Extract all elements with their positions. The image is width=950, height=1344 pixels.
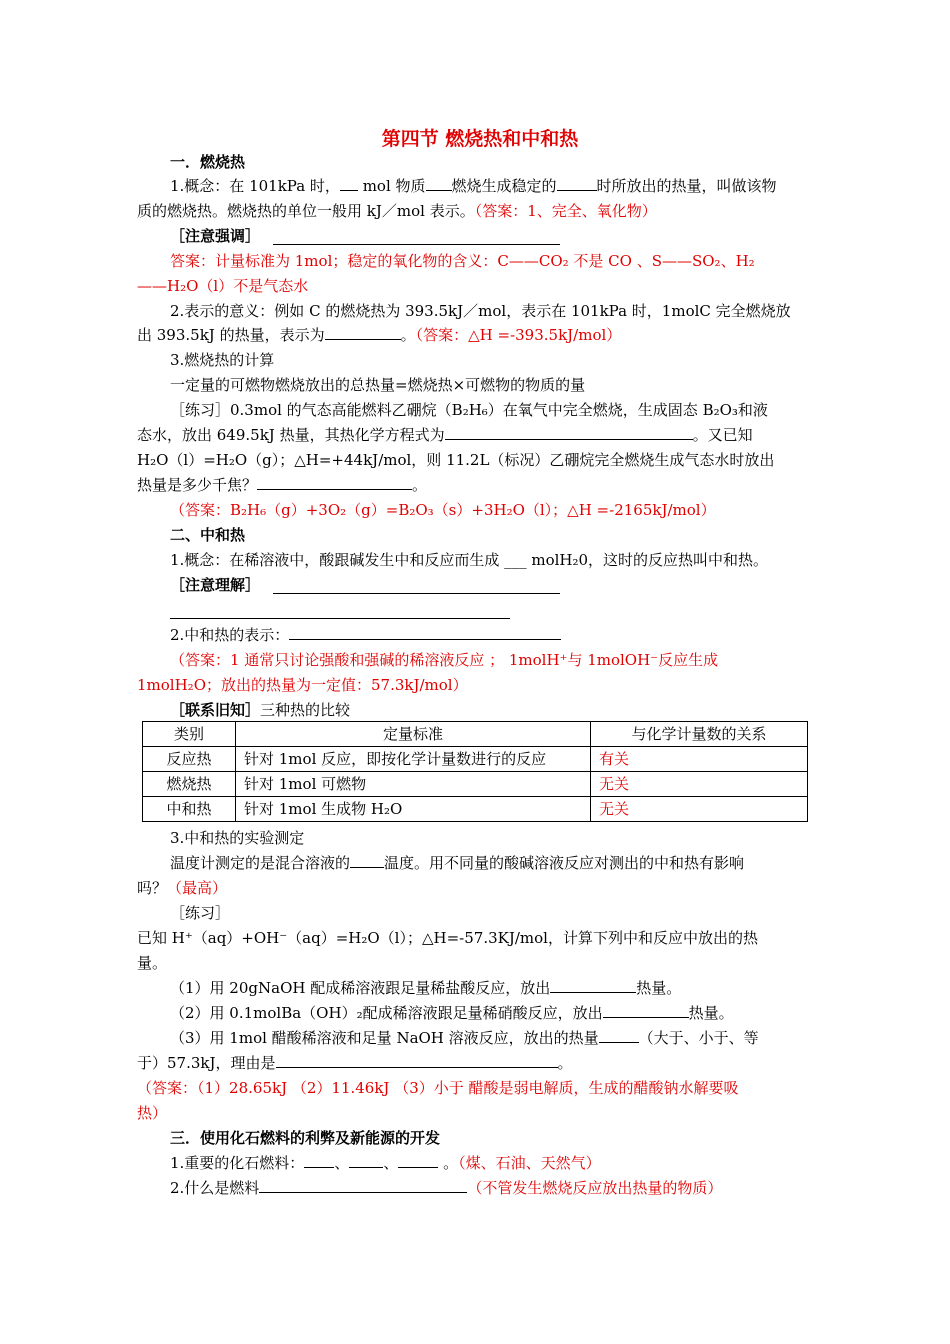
text-span: 态水，放出 649.5kJ 热量，其热化学方程式为 [137,426,445,444]
table-row [143,747,808,772]
text-span: ［联系旧知］ [170,701,261,719]
table-cell: 反应热 [143,747,236,772]
question-3 [137,1026,856,1051]
blank-field [557,174,597,191]
repr-answer-1: （答案：1 通常只讨论强酸和强碱的稀溶液反应 ； 1molH⁺与 1molOH⁻反应生成 [170,651,719,669]
text-span: 热量是多少千焦？ [137,476,258,494]
exp-title: 3.中和热的实验测定 [170,829,305,847]
compare-line [137,698,856,723]
given-line-1: 已知 H⁺（aq）+OH⁻（aq）=H₂O（l）；△H=-57.3KJ/mol，计算下列中和反应中放出的热 [137,929,758,947]
given-line-2: 量。 [137,954,168,972]
text-span: 三种热的比较 [260,701,351,719]
text-span: 。又已知 [692,426,753,444]
answer-text: （不管发生燃烧反应放出热量的物质） [467,1179,723,1197]
note-underline [273,593,560,594]
text-span: 。 [412,476,428,494]
text-span: （2）用 0.1molBa（OH）₂配成稀溶液跟足量稀硝酸反应，放出 [170,1004,603,1022]
blank-field [340,174,358,191]
table-cell: 有关 [591,747,808,772]
blank-field [426,174,452,191]
answer-text: （最高） [167,879,228,897]
table-cell: 无关 [591,772,808,797]
table-header-cell: 与化学计量数的关系 [591,722,808,747]
blank-field [398,1151,438,1168]
page-title: 第四节 燃烧热和中和热 [381,128,579,150]
fossil-line [137,1151,856,1176]
meaning-line-1: 2.表示的意义：例如 C 的燃烧热为 393.5kJ／mol，表示在 101kPa 时，1molC 完全燃烧放 [170,302,791,320]
meaning-line-2 [137,323,823,348]
blank-field [325,323,401,340]
exercise-line-1: ［练习］0.3mol 的气态高能燃料乙硼烷（B₂H₆）在氧气中完全燃烧，生成固态 B₂O₃和液 [170,401,768,419]
table-header-cell: 定量标准 [236,722,591,747]
blank-field [259,1176,467,1193]
text-span: （大于、小于、等 [638,1029,759,1047]
table-row [143,772,808,797]
blank-field [550,976,636,993]
blank-field [445,423,693,440]
text-span: 。 [400,326,416,344]
note-underline-2 [170,618,510,619]
text-span: 燃烧生成稳定的 [451,177,557,195]
text-span: 时所放出的热量，叫做该物 [596,177,777,195]
exp-line-1 [137,851,856,876]
blank-field [304,1151,334,1168]
concept-line-2 [137,199,823,224]
text-span: 1.概念：在 101kPa 时， [170,177,340,195]
text-span: （1）用 20gNaOH 配成稀溶液跟足量稀盐酸反应，放出 [170,979,551,997]
text-span: 热量。 [688,1004,734,1022]
note-understand-label: ［注意理解］ [170,576,261,594]
blank-field [289,623,561,640]
question-2 [137,1001,856,1026]
text-span: 2.中和热的表示： [170,626,290,644]
blank-field [349,1151,383,1168]
text-span: 。 [438,1154,459,1172]
table-cell: 针对 1mol 可燃物 [236,772,591,797]
table-header-cell: 类别 [143,722,236,747]
text-span: 质的燃烧热。燃烧热的单位一般用 kJ／mol 表示。 [137,202,475,220]
text-span: 热量。 [636,979,682,997]
text-span: 2.什么是燃料 [170,1179,260,1197]
section-heading-neutralization: 二、中和热 [170,526,246,544]
practice-label: ［练习］ [170,904,231,922]
text-span: 吗？ [137,879,168,897]
text-span: 。 [557,1054,573,1072]
text-span: 1.重要的化石燃料： [170,1154,305,1172]
blank-field [257,473,412,490]
table-cell: 针对 1mol 反应，即按化学计量数进行的反应 [236,747,591,772]
exp-line-2 [137,876,823,901]
text-span: 温度计测定的是混合溶液的 [170,854,351,872]
blank-field [350,851,384,868]
table-cell: 中和热 [143,797,236,822]
question-3-cont [137,1051,823,1076]
note-label: ［注意强调］ [170,227,261,245]
exercise-line-3: H₂O（l）=H₂O（g）；△H=+44kJ/mol，则 11.2L（标况）乙硼烷完全燃烧生成气态水时放出 [137,451,775,469]
neutral-concept: 1.概念：在稀溶液中，酸跟碱发生中和反应而生成 ___ molH₂0，这时的反应热叫中和热。 [170,551,769,569]
concept-line [137,174,856,199]
exercise-line-2 [137,423,823,448]
note-answer-1: 答案：计量标准为 1mol；稳定的氧化物的含义：C——CO₂ 不是 CO 、S——SO₂、H₂ [170,252,755,270]
calc-title: 3.燃烧热的计算 [170,351,275,369]
answer-text: （答案：△H =-393.5kJ/mol） [415,326,622,344]
repr-answer-2: 1molH₂O；放出的热量为一定值：57.3kJ/mol） [137,676,468,694]
text-span: 、 [334,1154,350,1172]
text-span: 、 [383,1154,399,1172]
text-span: 出 393.5kJ 的热量，表示为 [137,326,325,344]
table-cell: 针对 1mol 生成物 H₂O [236,797,591,822]
table-row [143,797,808,822]
section-heading-fuels: 三．使用化石燃料的利弊及新能源的开发 [170,1129,441,1147]
text-span: 温度。用不同量的酸碱溶液反应对测出的中和热有影响 [384,854,745,872]
text-span: 于）57.3kJ，理由是 [137,1054,276,1072]
table-header-row [143,722,808,747]
text-span: mol 物质 [357,177,426,195]
fuel-line [137,1176,856,1201]
exercise-answer: （答案：B₂H₆（g）+3O₂（g）=B₂O₃（s）+3H₂O（l）；△H =-2165kJ/mol） [170,501,716,519]
calc-formula: 一定量的可燃物燃烧放出的总热量=燃烧热×可燃物的物质的量 [170,376,586,394]
blank-field [276,1051,558,1068]
note-answer-2: ——H₂O（l）不是气态水 [137,277,309,295]
blank-field [603,1001,689,1018]
table-cell: 燃烧热 [143,772,236,797]
exercise-line-4 [137,473,823,498]
section-heading-combustion: 一．燃烧热 [170,153,246,171]
blank-field [599,1026,639,1043]
questions-answer-1: （答案：（1）28.65kJ （2）11.46kJ （3）小于 醋酸是弱电解质，生成的醋酸钠水解要吸 [137,1079,739,1097]
answer-text: （答案：1、完全、氧化物） [474,202,657,220]
table-cell: 无关 [591,797,808,822]
note-underline [273,244,560,245]
text-span: （3）用 1mol 醋酸稀溶液和足量 NaOH 溶液反应，放出的热量 [170,1029,599,1047]
answer-text: （煤、石油、天然气） [458,1154,601,1172]
question-1 [137,976,856,1001]
neutral-repr [137,623,856,648]
questions-answer-2: 热） [137,1104,168,1122]
heat-comparison-table [142,721,808,822]
